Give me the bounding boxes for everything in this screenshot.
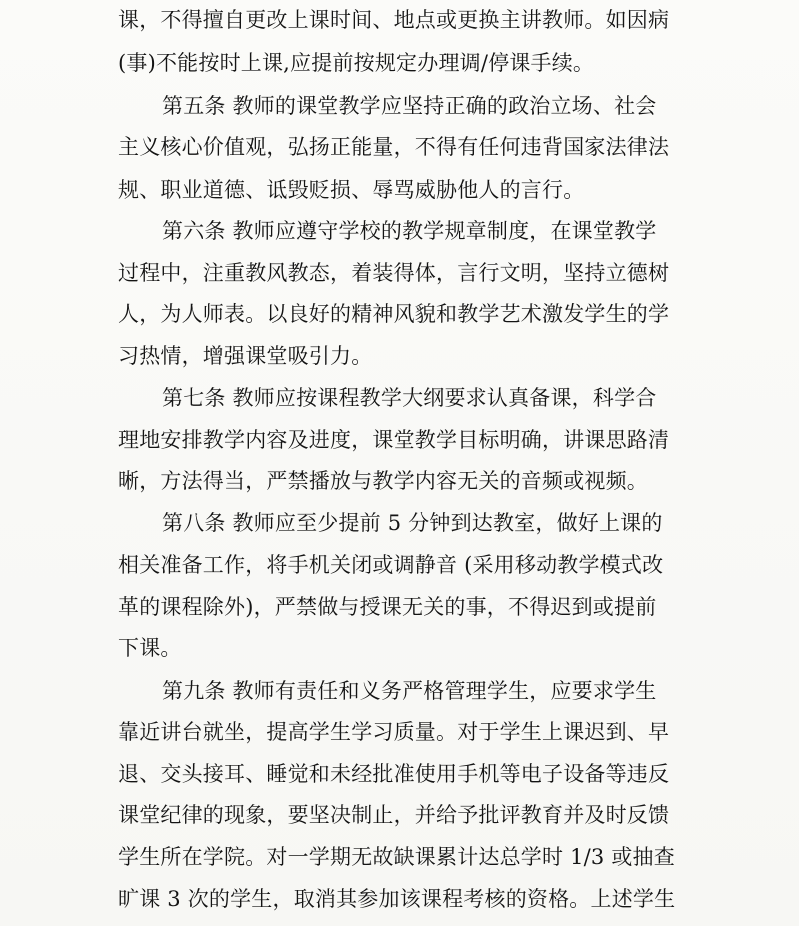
document-line: 过程中，注重教风教态，着装得体，言行文明，坚持立德树: [118, 261, 670, 285]
document-line: 课，不得擅自更改上课时间、地点或更换主讲教师。如因病: [118, 8, 670, 32]
document-line: 晰，方法得当，严禁播放与教学内容无关的音频或视频。: [118, 469, 648, 493]
document-line: 课堂纪律的现象，要坚决制止，并给予批评教育并及时反馈: [118, 803, 670, 827]
document-line: 习热情，增强课堂吸引力。: [118, 344, 373, 368]
document-line: 人，为人师表。以良好的精神风貌和教学艺术激发学生的学: [118, 302, 670, 326]
article-heading-line: 第六条 教师应遵守学校的教学规章制度，在课堂教学: [162, 219, 657, 243]
article-heading-line: 第七条 教师应按课程教学大纲要求认真备课，科学合: [162, 386, 657, 410]
article-heading-line: 第五条 教师的课堂教学应坚持正确的政治立场、社会: [162, 94, 657, 118]
document-line: 革的课程除外)，严禁做与授课无关的事，不得迟到或提前: [118, 595, 657, 619]
document-line: 规、职业道德、诋毁贬损、辱骂威胁他人的言行。: [118, 178, 585, 202]
document-line: 主义核心价值观，弘扬正能量，不得有任何违背国家法律法: [118, 135, 670, 159]
document-line: 下课。: [118, 636, 182, 660]
article-heading-line: 第八条 教师应至少提前 5 分钟到达教室，做好上课的: [162, 511, 663, 535]
document-line: 旷课 3 次的学生，取消其参加该课程考核的资格。上述学生: [118, 887, 676, 911]
document-line: 理地安排教学内容及进度，课堂教学目标明确，讲课思路清: [118, 428, 670, 452]
document-line: 退、交头接耳、睡觉和未经批准使用手机等电子设备等违反: [118, 762, 670, 786]
document-line: (事)不能按时上课,应提前按规定办理调/停课手续。: [118, 51, 595, 75]
document-line: 学生所在学院。对一学期无故缺课累计达总学时 1/3 或抽查: [118, 845, 675, 869]
document-line: 靠近讲台就坐，提高学生学习质量。对于学生上课迟到、早: [118, 720, 670, 744]
document-line: 相关准备工作，将手机关闭或调静音 (采用移动教学模式改: [118, 553, 664, 577]
article-heading-line: 第九条 教师有责任和义务严格管理学生，应要求学生: [162, 679, 657, 703]
